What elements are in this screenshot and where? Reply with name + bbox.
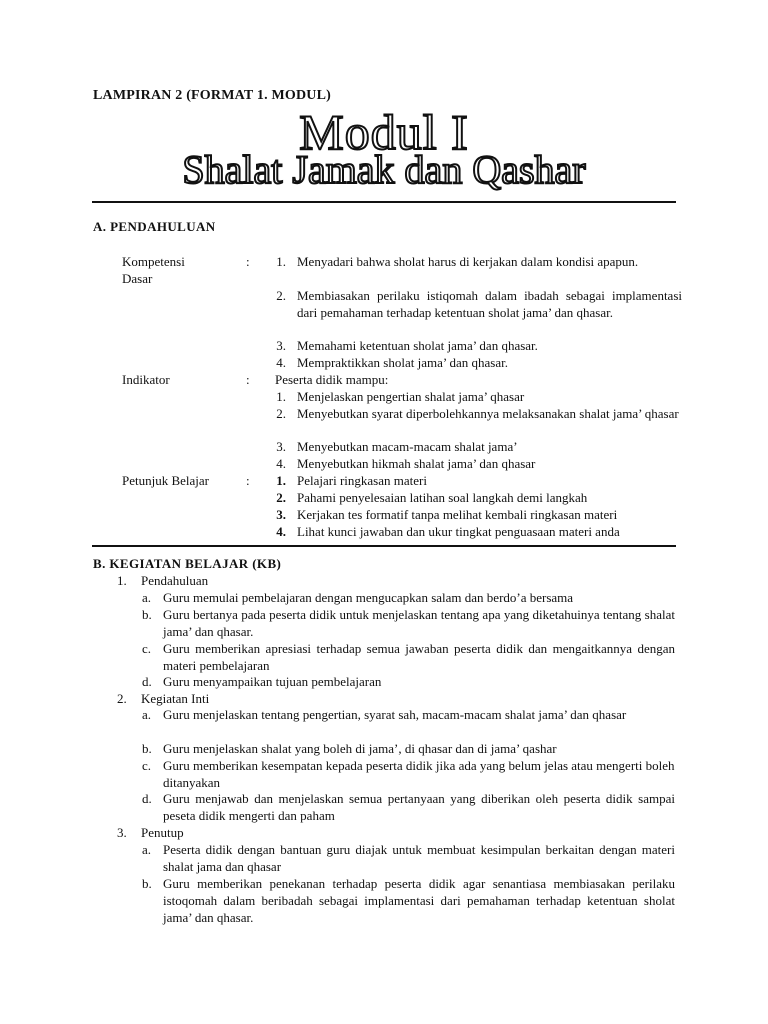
- indikator-intro: Peserta didik mampu:: [275, 372, 389, 387]
- divider-top: [92, 201, 676, 203]
- kb-item-letter: a.: [142, 842, 152, 857]
- indikator-item-text: Menyebutkan syarat diperbolehkannya melaksanakan shalat jama’ qhasar: [297, 406, 679, 421]
- kb-item-text: Guru menjelaskan tentang pengertian, syarat sah, macam-macam shalat jama’ dan qhasar: [163, 707, 627, 722]
- divider-middle: [92, 545, 676, 547]
- kb-item-text: Guru menyampaikan tujuan pembelajaran: [163, 674, 382, 689]
- kompetensi-label: Kompetensi: [122, 254, 185, 269]
- kompetensi-item-number: 2.: [276, 288, 286, 303]
- section-b-heading: B. KEGIATAN BELAJAR (KB): [93, 556, 282, 571]
- kompetensi-item-number: 3.: [276, 338, 286, 353]
- kompetensi-label-line2: Dasar: [122, 271, 153, 286]
- section-a-heading: A. PENDAHULUAN: [93, 219, 216, 234]
- indikator-label: Indikator: [122, 372, 170, 387]
- indikator-item-text: Menyebutkan hikmah shalat jama’ dan qhasar: [297, 456, 536, 471]
- kompetensi-item-number: 1.: [276, 254, 286, 269]
- kb-part-title: Pendahuluan: [141, 573, 209, 588]
- indikator-item-text: Menyebutkan macam-macam shalat jama’: [297, 439, 518, 454]
- kb-item-letter: c.: [142, 758, 152, 773]
- kompetensi-item-text: Mempraktikkan sholat jama’ dan qhasar.: [297, 355, 508, 370]
- kb-item-text: Peserta didik dengan bantuan guru diajak untuk membuat kesimpulan berkaitan dengan materi shalat jama dan qhasar: [163, 842, 675, 874]
- kb-part-number: 1.: [117, 573, 127, 588]
- attachment-label: LAMPIRAN 2 (FORMAT 1. MODUL): [93, 88, 332, 103]
- indikator-item-number: 4.: [276, 456, 286, 471]
- indikator-item-number: 2.: [276, 406, 286, 421]
- kb-part-title: Kegiatan Inti: [141, 691, 210, 706]
- kb-item-letter: d.: [142, 791, 152, 806]
- kb-item-letter: b.: [142, 876, 152, 891]
- kb-item-text: Guru menjelaskan shalat yang boleh di jama’, di qhasar dan di jama’ qashar: [163, 741, 557, 756]
- petunjuk-item-text: Kerjakan tes formatif tanpa melihat kembali ringkasan materi: [297, 507, 618, 522]
- indikator-item-number: 1.: [276, 389, 286, 404]
- kb-item-letter: d.: [142, 674, 152, 689]
- petunjuk-item-text: Pelajari ringkasan materi: [297, 473, 427, 488]
- kb-item-text: Guru memberikan apresiasi terhadap semua jawaban peserta didik dan mengaitkannya dengan materi pembelajaran: [163, 641, 675, 673]
- kb-item-letter: a.: [142, 590, 152, 605]
- kb-item-text: Guru memulai pembelajaran dengan mengucapkan salam dan berdo’a bersama: [163, 590, 574, 605]
- kb-item-letter: b.: [142, 741, 152, 756]
- module-title: Modul I: [299, 104, 469, 160]
- kompetensi-item-number: 4.: [276, 355, 286, 370]
- petunjuk-item-number: 1.: [276, 473, 286, 488]
- module-subtitle: Shalat Jamak dan Qashar: [182, 147, 586, 192]
- kb-item-text: Guru menjawab dan menjelaskan semua pertanyaan yang diberikan oleh peserta didik sampai peseta didik mengerti dan paham: [163, 791, 675, 823]
- kb-item-letter: c.: [142, 641, 152, 656]
- kb-item-letter: b.: [142, 607, 152, 622]
- petunjuk-colon: :: [246, 473, 250, 488]
- kb-part-number: 3.: [117, 825, 127, 840]
- kb-item-text: Guru bertanya pada peserta didik untuk menjelaskan tentang apa yang diketahuinya tentang shalat jama’ dan qhasar.: [163, 607, 675, 639]
- petunjuk-item-number: 3.: [276, 507, 286, 522]
- kompetensi-colon: :: [246, 254, 250, 269]
- kb-part-title: Penutup: [141, 825, 184, 840]
- kompetensi-item-text: Membiasakan perilaku istiqomah dalam ibadah sebagai implamentasi dari pemahaman terhadap ketentuan sholat jama’ dan qhasar.: [297, 288, 682, 320]
- petunjuk-item-text: Pahami penyelesaian latihan soal langkah demi langkah: [297, 490, 588, 505]
- petunjuk-item-number: 4.: [276, 524, 286, 539]
- petunjuk-item-number: 2.: [276, 490, 286, 505]
- kb-item-text: Guru memberikan kesempatan kepada peserta didik jika ada yang belum jelas atau mengerti boleh ditanyakan: [163, 758, 675, 790]
- indikator-item-number: 3.: [276, 439, 286, 454]
- indikator-colon: :: [246, 372, 250, 387]
- petunjuk-item-text: Lihat kunci jawaban dan ukur tingkat penguasaan materi anda: [297, 524, 620, 539]
- kb-item-letter: a.: [142, 707, 152, 722]
- kompetensi-item-text: Memahami ketentuan sholat jama’ dan qhasar.: [297, 338, 538, 353]
- petunjuk-label: Petunjuk Belajar: [122, 473, 210, 488]
- kb-item-text: Guru memberikan penekanan terhadap peserta didik agar senantiasa membiasakan perilaku istoqomah dalam beribadah sebagai implamentasi dari pemahaman terhadap ketentuan sholat jama’ dan qhasar.: [163, 876, 675, 925]
- indikator-item-text: Menjelaskan pengertian shalat jama’ qhasar: [297, 389, 525, 404]
- kompetensi-item-text: Menyadari bahwa sholat harus di kerjakan dalam kondisi apapun.: [297, 254, 639, 269]
- kb-part-number: 2.: [117, 691, 127, 706]
